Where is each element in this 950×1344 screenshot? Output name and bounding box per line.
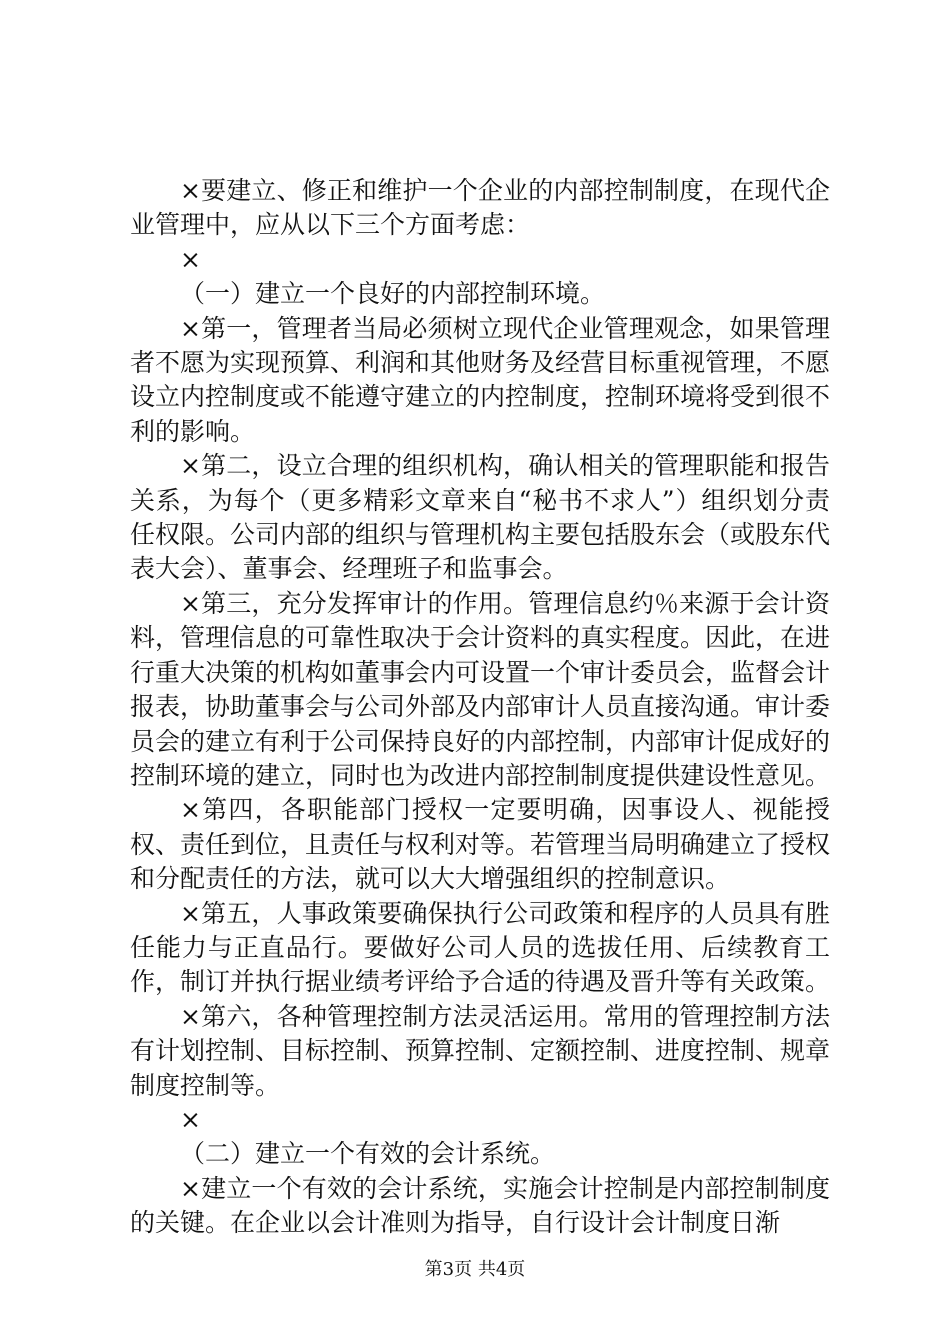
paragraph: ×: [180, 1104, 201, 1134]
page-footer: 第3页 共4页: [424, 1259, 526, 1280]
paragraph: ×要建立、修正和维护一个企业的内部控制制度，在现代企业管理中，应从以下三个方面考虑：: [130, 176, 830, 240]
paragraph: ×第三，充分发挥审计的作用。管理信息约％来源于会计资料，管理信息的可靠性取决于会计资料的真实程度。因此，在进行重大决策的机构如董事会内可设置一个审计委员会，监督会计报表，协助董事会与公司外部及内部审计人员直接沟通。审计委员会的建立有利于公司保持良好的内部控制，内部审计促成好的控制环境的建立，同时也为改进内部控制制度提供建设性意见。: [130, 588, 831, 790]
paragraph: ×第六，各种管理控制方法灵活运用。常用的管理控制方法有计划控制、目标控制、预算控制、定额控制、进度控制、规章制度控制等。: [130, 1001, 831, 1100]
section-heading: （二）建立一个有效的会计系统。: [180, 1139, 556, 1169]
paragraph: ×建立一个有效的会计系统，实施会计控制是内部控制制度的关键。在企业以会计准则为指导，自行设计会计制度日渐: [130, 1173, 830, 1238]
paragraph: ×第一，管理者当局必须树立现代企业管理观念，如果管理者不愿为实现预算、利润和其他财务及经营目标重视管理，不愿设立内控制度或不能遵守建立的内控制度，控制环境将受到很不利的影响。: [130, 313, 831, 446]
paragraph: ×: [180, 244, 201, 274]
section-heading: （一）建立一个良好的内部控制环境。: [180, 279, 606, 309]
paragraph: ×第五，人事政策要确保执行公司政策和程序的人员具有胜任能力与正直品行。要做好公司人员的选拔任用、后续教育工作，制订并执行据业绩考评给予合适的待遇及晋升等有关政策。: [130, 898, 831, 997]
document-body: [130, 174, 830, 1241]
paragraph: ×第二，设立合理的组织机构，确认相关的管理职能和报告关系，为每个（更多精彩文章来自“秘书不求人”）组织划分责任权限。公司内部的组织与管理机构主要包括股东会（或股东代表大会）、董事会、经理班子和监事会。: [130, 451, 831, 584]
paragraph: ×第四，各职能部门授权一定要明确，因事设人、视能授权、责任到位，且责任与权利对等。若管理当局明确建立了授权和分配责任的方法，就可以大大增强组织的控制意识。: [130, 795, 831, 894]
